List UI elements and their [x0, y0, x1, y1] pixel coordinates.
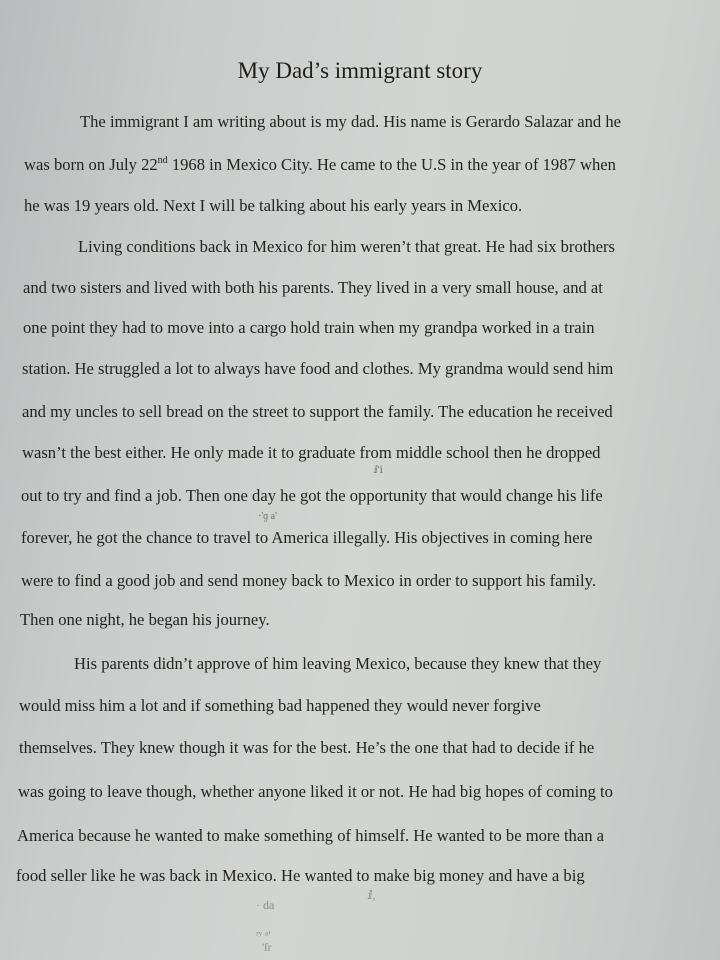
- text-line: was going to leave though, whether anyone liked it or not. He had big hopes of coming to: [18, 782, 613, 801]
- text-line: forever, he got the chance to travel to America illegally. His objectives in coming here: [21, 528, 593, 547]
- text-line: and my uncles to sell bread on the street to support the family. The education he received: [22, 402, 613, 421]
- ordinal-suffix: nd: [157, 155, 168, 166]
- text-line: wasn’t the best either. He only made it to graduate from middle school then he dropped: [22, 443, 601, 462]
- text-line: [24, 155, 616, 175]
- text-line: Living conditions back in Mexico for him weren’t that great. He had six brothers: [78, 237, 616, 256]
- text-line: The immigrant I am writing about is my dad. His name is Gerardo Salazar and he: [80, 112, 621, 131]
- text-line: and two sisters and lived with both his parents. They lived in a very small house, and at: [23, 278, 603, 297]
- bleed-through-mark: ⅈ,: [368, 888, 376, 902]
- pencil-mark: ⅈ'ⅰ: [374, 465, 383, 476]
- bleed-through-mark: 'ſr: [262, 940, 272, 954]
- text-segment: was born on July 22: [24, 155, 158, 174]
- text-line: Then one night, he began his journey.: [20, 610, 270, 629]
- text-line: out to try and find a job. Then one day he got the opportunity that would change his life: [21, 486, 603, 505]
- text-line: station. He struggled a lot to always have food and clothes. My grandma would send him: [22, 359, 614, 378]
- bleed-through-mark: · da: [256, 898, 275, 912]
- document-title: My Dad’s immigrant story: [237, 58, 483, 83]
- text-line: America because he wanted to make something of himself. He wanted to be more than a: [17, 826, 605, 845]
- text-line: themselves. They knew though it was for the best. He’s the one that had to decide if he: [19, 738, 595, 757]
- text-line: His parents didn’t approve of him leaving Mexico, because they knew that they: [74, 654, 602, 673]
- text-line: food seller like he was back in Mexico. He wanted to make big money and have a big: [16, 866, 585, 885]
- text-line: would miss him a lot and if something bad happened they would never forgive: [19, 696, 541, 715]
- text-line: he was 19 years old. Next I will be talking about his early years in Mexico.: [24, 196, 523, 215]
- pencil-mark: ·'ɡ a': [258, 511, 277, 522]
- bleed-through-mark: ʳʸ ᵃ': [256, 928, 271, 942]
- text-segment: 1968 in Mexico City. He came to the U.S in the year of 1987 when: [167, 155, 616, 174]
- text-line: were to find a good job and send money back to Mexico in order to support his family.: [21, 571, 596, 590]
- text-line: one point they had to move into a cargo hold train when my grandpa worked in a train: [23, 318, 595, 337]
